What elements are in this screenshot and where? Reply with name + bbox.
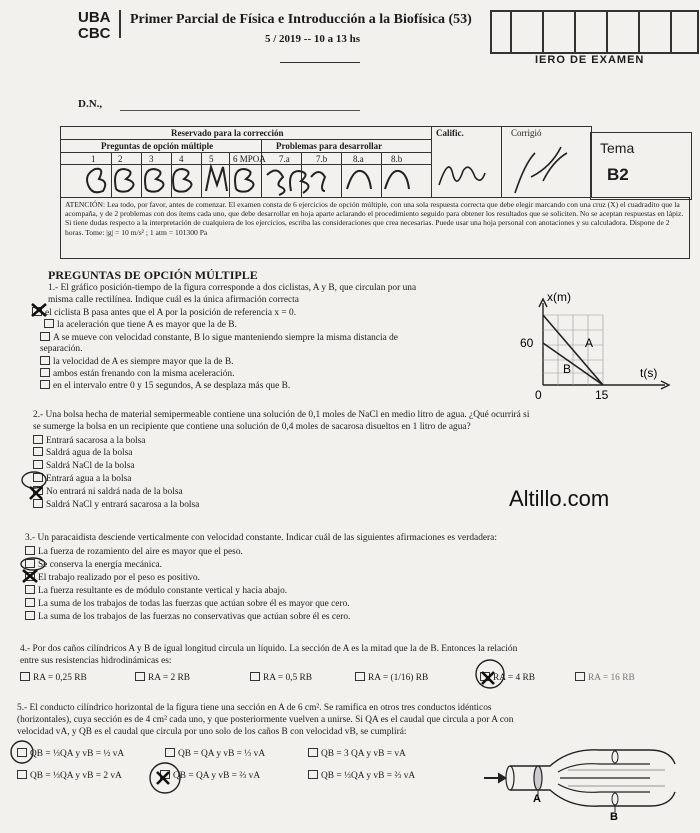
pipe-label-b: B <box>610 811 618 822</box>
q1-option-c[interactable]: A se mueve con velocidad constante, B lo sigue manteniendo siempre la misma distancia de <box>40 332 398 345</box>
graph-x-tick-15: 15 <box>595 388 609 402</box>
checkbox[interactable] <box>40 356 50 365</box>
pipe-figure <box>480 742 690 822</box>
col-4: 4 <box>179 154 184 164</box>
q1-option-c-cont: separación. <box>40 344 83 354</box>
q2-stem-b: se sumerge la bolsa en un recipiente que contiene una solución de 0,4 moles de sacarosa disueltos en 1 litro de agua? <box>33 422 471 432</box>
q1-option-a[interactable]: el ciclista B pasa antes que el A por la posición de referencia x = 0. <box>32 307 296 320</box>
col-7a: 7.a <box>279 154 290 164</box>
uba-logo: UBA CBC <box>78 10 121 38</box>
checkbox[interactable] <box>25 611 35 620</box>
calific-label: Calific. <box>436 128 464 138</box>
exam-number-label: IERO DE EXAMEN <box>535 54 645 66</box>
graph-line-b-label: B <box>563 362 572 376</box>
correction-grid <box>60 126 592 198</box>
col-8a: 8.a <box>353 154 364 164</box>
checkbox[interactable] <box>33 447 43 456</box>
q3-option-c[interactable]: El trabajo realizado por el peso es positivo. <box>25 572 200 585</box>
q3-option-a[interactable]: La fuerza de rozamiento del aire es mayor que el peso. <box>25 546 243 559</box>
q4-option-a[interactable]: RA = 0,25 RB <box>20 672 87 685</box>
q1-cross-mark <box>28 300 58 320</box>
q3-answer-mark <box>15 556 51 588</box>
section-title: PREGUNTAS DE OPCIÓN MÚLTIPLE <box>48 268 258 282</box>
graph-y-axis-label: x(m) <box>547 290 571 304</box>
q4-option-f[interactable]: RA = 16 RB <box>575 672 635 685</box>
checkbox[interactable] <box>25 598 35 607</box>
q2-stem-a: 2.- Una bolsa hecha de material semipermeable contiene una solución de 0,1 moles de NaCl en medio litro de agua. ¿Qué ocurrirá si <box>33 410 530 420</box>
q2-option-d[interactable]: Entrará agua a la bolsa <box>33 473 131 486</box>
q5-answer-mark <box>145 758 185 798</box>
watermark: Altillo.com <box>509 486 610 511</box>
checkbox[interactable] <box>25 546 35 555</box>
col-6: 6 MPOA <box>233 154 266 164</box>
problems-label: Problemas para desarrollar <box>276 141 383 151</box>
checkbox[interactable] <box>44 319 54 328</box>
reserved-label: Reservado para la corrección <box>171 128 284 138</box>
q1-option-d[interactable]: la velocidad de A es siempre mayor que la de B. <box>40 356 233 369</box>
col-1: 1 <box>91 154 96 164</box>
q4-option-d[interactable]: RA = (1/16) RB <box>355 672 428 685</box>
q4-stem-b: entre sus resistencias hidrodinámicas es: <box>20 656 172 666</box>
dni-label: D.N., <box>78 98 103 110</box>
q4-stem-a: 4.- Por dos caños cilíndricos A y B de igual longitud circula un líquido. La sección de A es la mitad que la de B. Entonces la relación <box>20 644 518 654</box>
checkbox[interactable] <box>575 672 585 681</box>
q1-stem-b: misma calle rectilínea. Indique cuál es la única afirmación correcta <box>48 295 299 305</box>
graph-x-tick-0: 0 <box>535 388 542 402</box>
exam-title: Primer Parcial de Física e Introducción a la Biofísica (53) <box>130 12 472 27</box>
q2-option-a[interactable]: Entrará sacarosa a la bolsa <box>33 435 145 448</box>
q4-option-b[interactable]: RA = 2 RB <box>135 672 190 685</box>
q5-option-a[interactable]: QB = ⅓QA y vB = ½ vA <box>17 748 124 761</box>
q2-option-c[interactable]: Saldrá NaCl de la bolsa <box>33 460 135 473</box>
col-8b: 8.b <box>391 154 403 164</box>
checkbox[interactable] <box>40 368 50 377</box>
q5-option-f[interactable]: QB = ⅓QA y vB = ⅔ vA <box>308 770 415 783</box>
position-time-graph <box>515 285 685 415</box>
checkbox[interactable] <box>355 672 365 681</box>
exam-date: 5 / 2019 -- 10 a 13 hs <box>265 33 361 45</box>
checkbox[interactable] <box>20 672 30 681</box>
q3-option-b[interactable]: Se conserva la energía mecánica. <box>25 559 162 572</box>
graph-y-tick: 60 <box>520 336 534 350</box>
checkbox[interactable] <box>135 672 145 681</box>
q3-option-f[interactable]: La suma de los trabajos de las fuerzas no conservativas que actúan sobre él es cero. <box>25 611 350 624</box>
q2-option-f[interactable]: Saldrá NaCl y entrará sacarosa a la bolsa <box>33 499 199 512</box>
q3-option-d[interactable]: La fuerza resultante es de módulo constante vertical y hacia abajo. <box>25 585 287 598</box>
q5-option-c[interactable]: QB = 3 QA y vB = vA <box>308 748 406 761</box>
pipe-label-a: A <box>533 793 541 805</box>
col-5: 5 <box>209 154 214 164</box>
q2-option-b[interactable]: Saldrá agua de la bolsa <box>33 447 132 460</box>
tema-label: Tema <box>600 140 635 156</box>
q5-stem-c: velocidad vA, y QB es el caudal que circula por uno solo de los caños B con velocidad vB, se cumplirá: <box>17 727 407 737</box>
q5-option-b[interactable]: QB = QA y vB = ⅓ vA <box>165 748 265 761</box>
q1-option-b[interactable]: la aceleración que tiene A es mayor que la de B. <box>44 319 237 332</box>
graph-line-a-label: A <box>585 336 594 350</box>
q2-answer-mark <box>18 470 58 502</box>
q1-option-f[interactable]: en el intervalo entre 0 y 15 segundos, A se desplaza más que B. <box>40 380 290 393</box>
q3-stem: 3.- Un paracaidista desciende verticalmente con velocidad constante. Indicar cuál de las siguientes afirmaciones es verdadera: <box>25 533 497 543</box>
col-2: 2 <box>118 154 123 164</box>
graph-x-axis-label: t(s) <box>640 366 658 380</box>
checkbox[interactable] <box>33 435 43 444</box>
checkbox[interactable] <box>33 460 43 469</box>
q3-option-e[interactable]: La suma de los trabajos de todas las fuerzas que actúan sobre él es mayor que cero. <box>25 598 350 611</box>
col-3: 3 <box>149 154 154 164</box>
name-line <box>280 62 360 63</box>
tema-value: B2 <box>607 165 629 184</box>
q2-option-e[interactable]: No entrará ni saldrá nada de la bolsa <box>33 486 183 499</box>
q4-option-c[interactable]: RA = 0,5 RB <box>250 672 312 685</box>
checkbox[interactable] <box>308 748 318 757</box>
checkbox[interactable] <box>250 672 260 681</box>
q5-scribble-mark <box>8 738 38 766</box>
exam-number-boxes <box>490 10 699 54</box>
handwritten-marks <box>61 127 591 197</box>
checkbox[interactable] <box>17 770 27 779</box>
multiple-choice-label: Preguntas de opción múltiple <box>101 141 214 151</box>
q4-answer-mark <box>470 652 510 692</box>
checkbox[interactable] <box>40 380 50 389</box>
checkbox[interactable] <box>308 770 318 779</box>
attention-box: ATENCIÓN: Lea todo, por favor, antes de comenzar. El examen consta de 6 ejercicios de opción múltiple, con una sola respuesta correcta que debe elegir marcando con una cruz (X) el cuadradito que la acompaña, y de 2 problemas con dos ítems cada uno, que debe desarrollar en hoja aparte aclarando el procedimiento seguido para obtener los resultados que se soliciten. No se aceptan respuestas en lápiz. Si tiene dudas respecto a la interpretación de cualquiera de los ejercicios, escriba las consideraciones que crea necesarias. Puede usar una hoja personal con anotaciones y su calculadora. Dispone de 2 horas. Tome: |g| = 10 m/s² ; 1 atm = 101300 Pa <box>60 197 690 259</box>
q4-option-e[interactable]: RA = 4 RB <box>480 672 535 685</box>
dni-line <box>120 110 360 111</box>
col-7b: 7.b <box>316 154 328 164</box>
q5-stem-a: 5.- El conducto cilíndrico horizontal de la figura tiene una sección en A de 6 cm². Se ramifica en otros tres conductos idénticos <box>17 703 492 713</box>
q1-option-e[interactable]: ambos están frenando con la misma aceleración. <box>40 368 234 381</box>
corrigio-label: Corrigió <box>511 128 542 138</box>
checkbox[interactable] <box>40 332 50 341</box>
checkbox[interactable] <box>165 748 175 757</box>
q5-stem-b: (horizontales), cuya sección es de 4 cm² cada uno, y que posteriormente vuelven a unirse. Si QA es el caudal que circula a por A con <box>17 715 514 725</box>
q1-stem-a: 1.- El gráfico posición-tiempo de la figura corresponde a dos ciclistas, A y B, que circulan por una <box>48 283 417 293</box>
q5-option-d[interactable]: QB = ⅓QA y vB = 2 vA <box>17 770 122 783</box>
q5-option-e[interactable]: QB = QA y vB = ⅔ vA <box>160 770 260 783</box>
